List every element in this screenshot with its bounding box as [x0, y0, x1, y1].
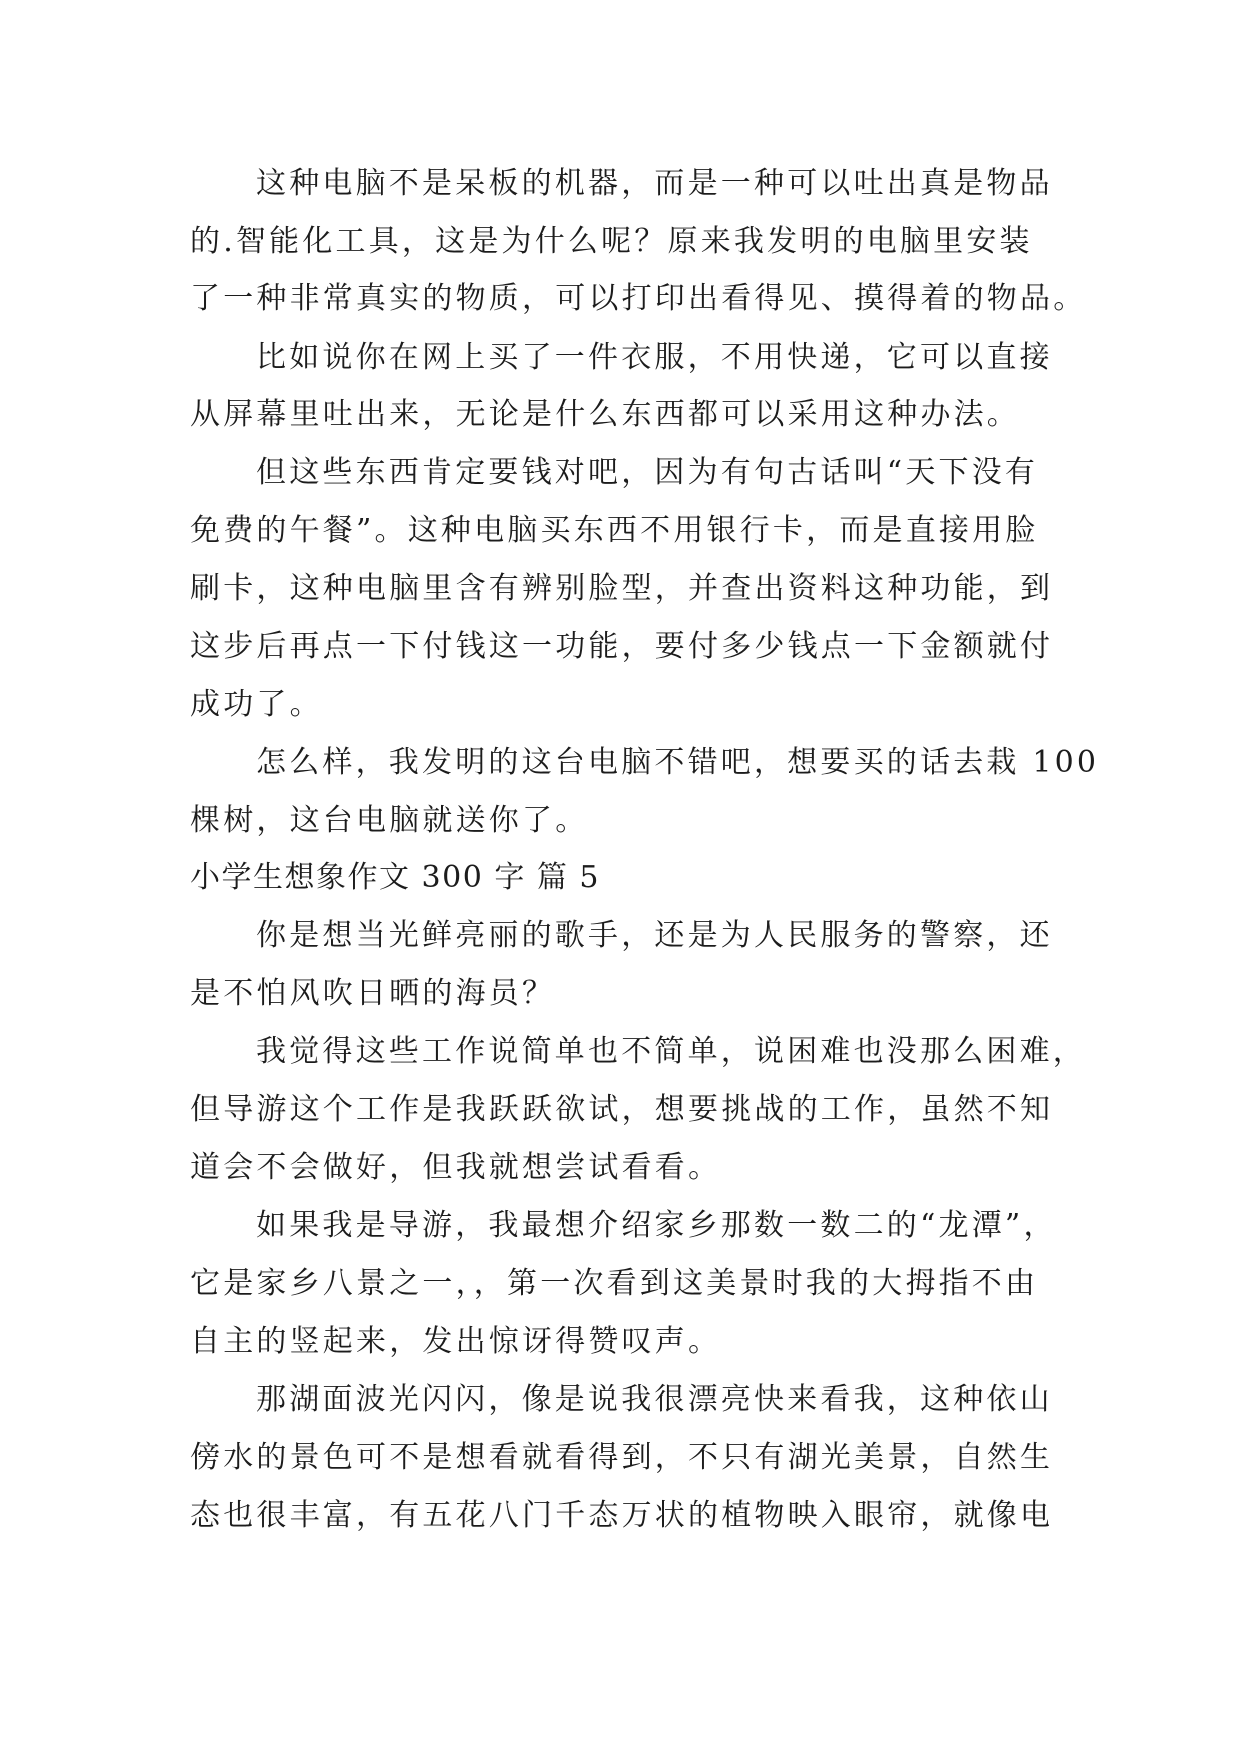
- paragraph-line: 比如说你在网上买了一件衣服，不用快递，它可以直接: [256, 340, 1053, 375]
- paragraph-line: 我觉得这些工作说简单也不简单，说困难也没那么困难，: [256, 1034, 1086, 1069]
- paragraph-line: 你是想当光鲜亮丽的歌手，还是为人民服务的警察，还: [256, 918, 1053, 953]
- paragraph-line: 那湖面波光闪闪，像是说我很漂亮快来看我，这种依山: [256, 1382, 1053, 1417]
- paragraph-line: 了一种非常真实的物质，可以打印出看得见、摸得着的物品。: [190, 281, 1087, 316]
- paragraph-line: 棵树，这台电脑就送你了。: [190, 803, 589, 838]
- paragraph-line: 这种电脑不是呆板的机器，而是一种可以吐出真是物品: [256, 166, 1053, 201]
- paragraph-line: 怎么样，我发明的这台电脑不错吧，想要买的话去栽 100: [256, 745, 1100, 780]
- section-heading: 小学生想象作文 300 字 篇 5: [190, 860, 600, 895]
- paragraph-line: 刷卡，这种电脑里含有辨别脸型，并查出资料这种功能，到: [190, 571, 1054, 606]
- paragraph-line: 态也很丰富，有五花八门千态万状的植物映入眼帘，就像电: [190, 1498, 1054, 1533]
- paragraph-line: 道会不会做好，但我就想尝试看看。: [190, 1150, 722, 1185]
- paragraph-line: 它是家乡八景之一，，第一次看到这美景时我的大拇指不由: [190, 1266, 1039, 1301]
- paragraph-line: 傍水的景色可不是想看就看得到，不只有湖光美景，自然生: [190, 1440, 1054, 1475]
- paragraph-line: 如果我是导游，我最想介绍家乡那数一数二的“龙潭”，: [256, 1208, 1057, 1243]
- paragraph-line: 免费的午餐”。这种电脑买东西不用银行卡，而是直接用脸: [190, 513, 1039, 548]
- paragraph-line: 自主的竖起来，发出惊讶得赞叹声。: [190, 1324, 722, 1359]
- paragraph-line: 的.智能化工具，这是为什么呢？原来我发明的电脑里安装: [190, 224, 1033, 259]
- paragraph-line: 成功了。: [190, 687, 323, 722]
- paragraph-line: 但这些东西肯定要钱对吧，因为有句古话叫“天下没有: [256, 455, 1039, 490]
- paragraph-line: 但导游这个工作是我跃跃欲试，想要挑战的工作，虽然不知: [190, 1092, 1054, 1127]
- paragraph-line: 从屏幕里吐出来，无论是什么东西都可以采用这种办法。: [190, 397, 1020, 432]
- paragraph-line: 这步后再点一下付钱这一功能，要付多少钱点一下金额就付: [190, 629, 1054, 664]
- paragraph-line: 是不怕风吹日晒的海员？: [190, 976, 556, 1011]
